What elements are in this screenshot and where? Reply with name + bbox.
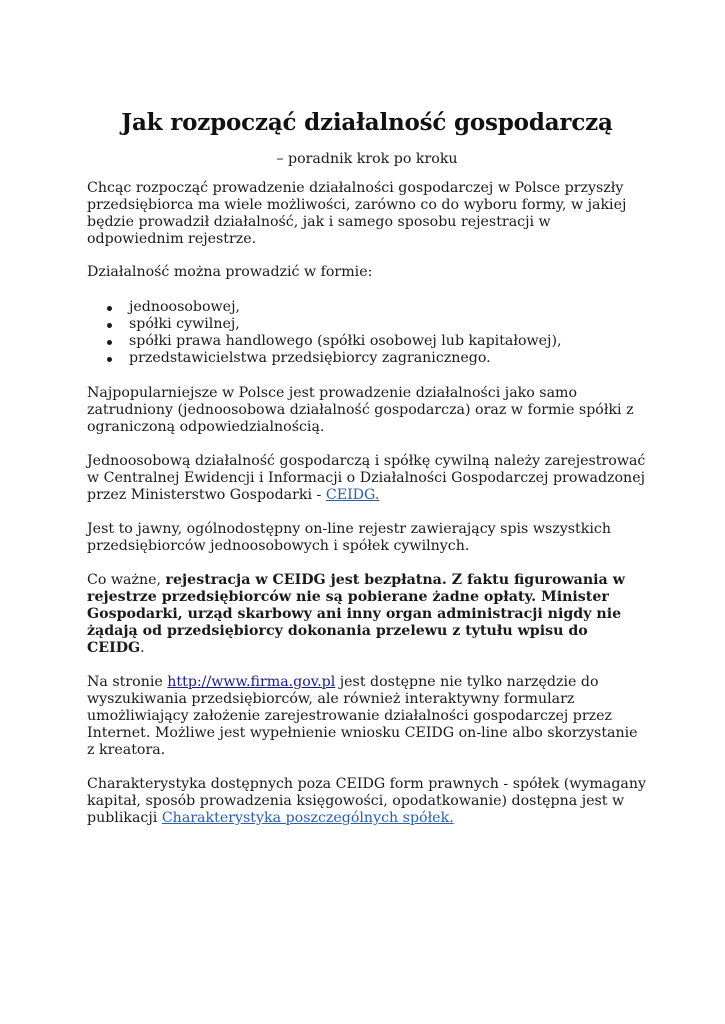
company-forms-end: . — [449, 810, 454, 826]
free-registration-end: . — [140, 640, 145, 656]
ceidg-link[interactable]: CEIDG — [325, 487, 375, 503]
page-title: Jak rozpocząć działalność gospodarczą — [121, 109, 613, 136]
forms-lead-paragraph: Działalność można prowadzić w formie: — [87, 264, 373, 280]
website-paragraph — [87, 674, 647, 759]
list-item: spółki prawa handlowego (spółki osobowej lub kapitałowej), — [129, 333, 647, 350]
list-item: przedstawicielstwa przedsiębiorcy zagranicznego. — [129, 350, 647, 367]
list-item: jednoosobowej, — [129, 299, 647, 316]
firma-gov-link[interactable]: http://www.firma.gov.pl — [167, 674, 336, 690]
registration-paragraph — [87, 453, 647, 504]
document-page — [87, 108, 647, 827]
intro-paragraph: Chcąc rozpocząć prowadzenie działalności gospodarczej w Polsce przyszły przedsiębiorca ma wiele możliwości, zarówno co do wyboru formy, w jakiej będzie prowadził działalność, jak i samego sposobu rejestracji w odpowiednim rejestrze. — [87, 180, 627, 247]
free-registration-lead: Co ważne, — [87, 572, 166, 588]
business-forms-list — [87, 299, 647, 367]
company-forms-text: Charakterystyka dostępnych poza CEIDG form prawnych - spółek (wymagany kapitał, sposób prowadzenia księgowości, opodatkowanie) dostępna jest w publikacji — [87, 776, 647, 826]
free-registration-bold-text: rejestracja w CEIDG jest bezpłatna. Z faktu figurowania w rejestrze przedsiębiorców nie są pobierane żadne opłaty. Minister Gospodarki, urząd skarbowy ani inny organ administracji nigdy nie żądają od przedsiębiorcy dokonania przelewu z tytułu wpisu do CEIDG — [87, 572, 625, 656]
website-text: jest dostępne nie tylko narzędzie do wyszukiwania przedsiębiorców, ale również interaktywny formularz umożliwiający założenie zarejestrowanie działalności gospodarczej przez Internet. Możliwe jest wypełnienie wniosku CEIDG on-line albo skorzystanie z kreatora. — [87, 674, 638, 758]
free-registration-paragraph — [87, 572, 647, 657]
registration-text: Jednoosobową działalność gospodarczą i spółkę cywilną należy zarejestrować w Centralnej Ewidencji i Informacji o Działalności Gospodarczej prowadzonej przez Ministerstwo Gospodarki - — [87, 453, 646, 503]
registration-end: . — [374, 487, 380, 503]
website-lead: Na stronie — [87, 674, 168, 690]
popular-forms-paragraph: Najpopularniejsze w Polsce jest prowadzenie działalności jako samo zatrudniony (jednoosobowa działalność gospodarcza) oraz w formie spółki z ograniczoną odpowiedzialnością. — [87, 385, 634, 435]
company-characteristics-link[interactable]: Charakterystyka poszczególnych spółek — [161, 810, 450, 826]
public-register-paragraph: Jest to jawny, ogólnodostępny on-line rejestr zawierający spis wszystkich przedsiębiorców jednoosobowych i spółek cywilnych. — [87, 521, 611, 554]
company-forms-paragraph — [87, 776, 647, 827]
list-item: spółki cywilnej, — [129, 316, 647, 333]
page-subtitle: – poradnik krok po kroku — [276, 151, 458, 167]
